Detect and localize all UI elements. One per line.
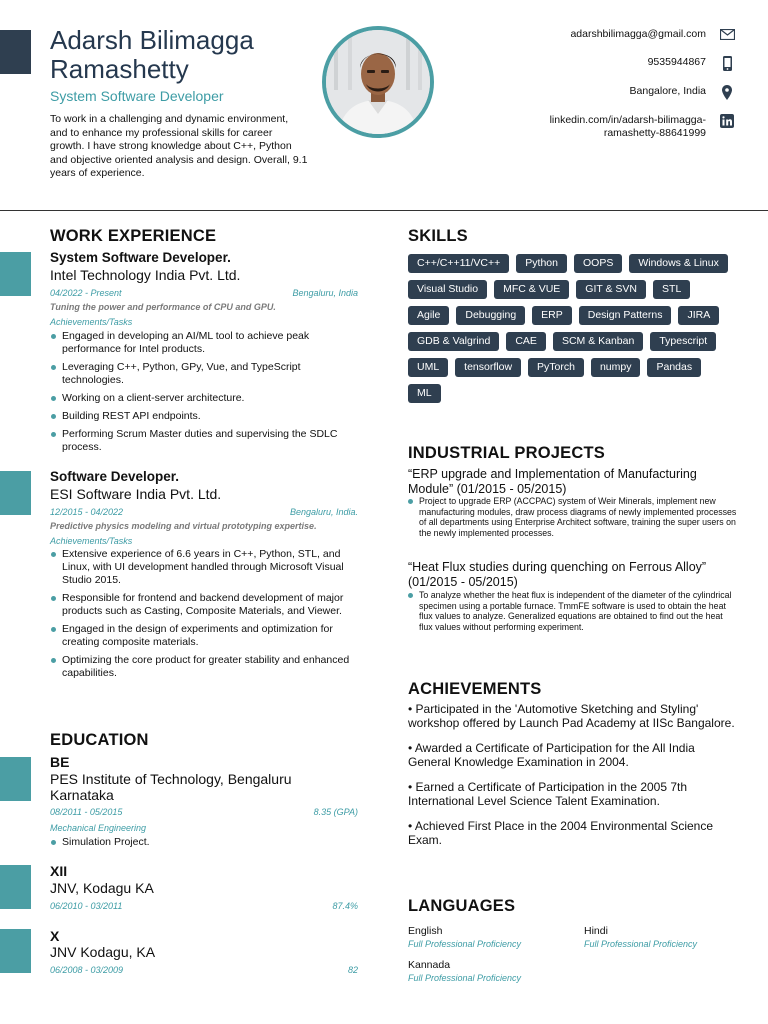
job-company: Intel Technology India Pvt. Ltd. <box>50 267 241 283</box>
list-item: Extensive experience of 6.6 years in C++, Python, STL, and Linux, with UI development handled through Microsoft Visual Studio 2015. <box>50 548 362 587</box>
list-item: Working on a client-server architecture. <box>50 392 362 405</box>
list-item: To analyze whether the heat flux is independent of the diameter of the cylindrical specimen using a portable furnace. TmmFE software is used to obtain the heat flux values to analyze. Generalized equations are obtained to find out the heat flux values without performing experiment. <box>408 590 738 632</box>
project-title: “Heat Flux studies during quenching on Ferrous Alloy” (01/2015 - 05/2015) <box>408 560 707 589</box>
list-item: • Achieved First Place in the 2004 Environmental Science Exam. <box>408 819 714 847</box>
job-description: Tuning the power and performance of CPU and GPU. <box>50 302 276 312</box>
contact-phone[interactable]: 9535944867 <box>647 56 706 68</box>
achievements-list <box>408 703 738 859</box>
job-meta <box>50 507 358 517</box>
skill-tag: Pandas <box>647 358 701 377</box>
header-accent-bar <box>0 30 31 74</box>
list-item: • Earned a Certificate of Participation in the 2005 7th International Level Science Talent Examination. <box>408 780 688 808</box>
job-description: Predictive physics modeling and virtual prototyping expertise. <box>50 521 317 531</box>
list-item: Building REST API endpoints. <box>50 410 362 423</box>
list-item: Performing Scrum Master duties and supervising the SDLC process. <box>50 428 362 454</box>
candidate-name: Adarsh Bilimagga Ramashetty <box>50 25 254 84</box>
language-level: Full Professional Proficiency <box>408 939 522 949</box>
job-dates: 12/2015 - 04/2022 <box>50 507 124 517</box>
phone-icon <box>719 55 735 71</box>
education-accent-bar <box>0 757 31 801</box>
education-school: JNV, Kodagu KA <box>50 880 154 896</box>
skill-tag: PyTorch <box>528 358 584 377</box>
education-meta <box>50 807 358 817</box>
project-detail-list <box>408 496 738 538</box>
job-location: Bengaluru, India. <box>289 507 358 517</box>
education-school: PES Institute of Technology, Bengaluru Karnataka <box>50 771 292 803</box>
education-degree: XII <box>50 863 68 879</box>
skill-tag: OOPS <box>574 254 622 273</box>
education-score: 8.35 (GPA) <box>313 807 358 817</box>
list-item: Engaged in the design of experiments and optimization for creating composite materials. <box>50 623 362 649</box>
language-name: Hindi <box>584 925 608 937</box>
candidate-title: System Software Developer <box>50 88 224 104</box>
job-accent-bar <box>0 252 31 296</box>
language-item <box>408 959 568 983</box>
education-score: 87.4% <box>332 901 358 911</box>
skill-tag: UML <box>408 358 448 377</box>
skill-tag: Windows & Linux <box>629 254 728 273</box>
job-tasks-list <box>50 330 362 459</box>
skill-tag: Visual Studio <box>408 280 487 299</box>
list-item: • Awarded a Certificate of Participation for the All India General Knowledge Examination in 2004. <box>408 741 695 769</box>
list-item: Optimizing the core product for greater stability and enhanced capabilities. <box>50 654 362 680</box>
skill-tag: GDB & Valgrind <box>408 332 499 351</box>
skill-tag: CAE <box>506 332 546 351</box>
skill-tag: MFC & VUE <box>494 280 569 299</box>
list-item: • Participated in the 'Automotive Sketching and Styling' workshop offered by Launch Pad Academy at IISc Bangalore. <box>408 702 735 730</box>
job-dates: 04/2022 - Present <box>50 288 122 298</box>
map-pin-icon <box>719 84 735 100</box>
job-meta <box>50 288 358 298</box>
education-accent-bar <box>0 929 31 973</box>
list-item: Leveraging C++, Python, GPy, Vue, and TypeScript technologies. <box>50 361 362 387</box>
envelope-icon <box>719 26 735 42</box>
education-degree: BE <box>50 754 70 770</box>
work-section-title: WORK EXPERIENCE <box>50 227 217 245</box>
language-level: Full Professional Proficiency <box>408 973 522 983</box>
skill-tag: STL <box>653 280 690 299</box>
skill-tag: tensorflow <box>455 358 521 377</box>
skill-tag: JIRA <box>678 306 719 325</box>
education-section-title: EDUCATION <box>50 731 149 749</box>
project-title: “ERP upgrade and Implementation of Manufacturing Module” (01/2015 - 05/2015) <box>408 467 697 496</box>
achievements-section-title: ACHIEVEMENTS <box>408 680 542 698</box>
job-tasks-list <box>50 548 362 685</box>
education-meta <box>50 901 358 911</box>
languages-section-title: LANGUAGES <box>408 897 516 915</box>
skills-tag-list <box>408 254 738 403</box>
education-accent-bar <box>0 865 31 909</box>
language-name: Kannada <box>408 959 451 971</box>
tasks-label: Achievements/Tasks <box>50 536 133 546</box>
list-item: Project to upgrade ERP (ACCPAC) system of Weir Minerals, implement new manufacturing modules, draw process diagrams of newly implemented processes of all departments using Enterprise Architect software, training the super users on the newly implemented processes. <box>408 496 738 538</box>
skills-section-title: SKILLS <box>408 227 468 245</box>
skill-tag: SCM & Kanban <box>553 332 643 351</box>
skill-tag: GIT & SVN <box>576 280 646 299</box>
education-field: Mechanical Engineering <box>50 823 147 833</box>
skill-tag: Python <box>516 254 567 273</box>
header-divider <box>0 210 768 211</box>
skill-tag: Design Patterns <box>579 306 672 325</box>
job-location: Bengaluru, India <box>292 288 358 298</box>
project-detail-list <box>408 590 738 632</box>
contact-linkedin[interactable]: linkedin.com/in/adarsh-bilimagga-ramashetty-88641999 <box>549 114 706 139</box>
language-name: English <box>408 925 443 937</box>
linkedin-icon[interactable] <box>719 113 735 129</box>
education-dates: 06/2010 - 03/2011 <box>50 901 123 911</box>
profile-photo <box>322 26 434 138</box>
skill-tag: numpy <box>591 358 641 377</box>
language-item <box>408 925 568 949</box>
education-dates: 06/2008 - 03/2009 <box>50 965 124 975</box>
education-school: JNV Kodagu, KA <box>50 944 156 960</box>
list-item: Simulation Project. <box>50 836 362 849</box>
contact-email[interactable]: adarshbilimagga@gmail.com <box>570 28 706 40</box>
skill-tag: ML <box>408 384 441 403</box>
skill-tag: Agile <box>408 306 449 325</box>
education-score: 82 <box>347 965 358 975</box>
job-accent-bar <box>0 471 31 515</box>
job-company: ESI Software India Pvt. Ltd. <box>50 486 222 502</box>
skill-tag: Typescript <box>650 332 716 351</box>
list-item: Engaged in developing an AI/ML tool to achieve peak performance for Intel products. <box>50 330 362 356</box>
education-meta <box>50 965 358 975</box>
summary: To work in a challenging and dynamic environment, and to enhance my professional skills for career growth. I have strong knowledge about C++, Python and objective oriented analysis and design. Overall, 9.1 years of experience. <box>50 113 308 179</box>
contact-location: Bangalore, India <box>629 85 706 97</box>
list-item: Responsible for frontend and backend development of major products such as Casting, Composite Materials, and Viewer. <box>50 592 362 618</box>
projects-section-title: INDUSTRIAL PROJECTS <box>408 444 605 462</box>
job-role: Software Developer. <box>50 469 180 484</box>
tasks-label: Achievements/Tasks <box>50 317 133 327</box>
skill-tag: ERP <box>532 306 572 325</box>
skill-tag: Debugging <box>456 306 525 325</box>
education-dates: 08/2011 - 05/2015 <box>50 807 123 817</box>
education-degree: X <box>50 928 60 944</box>
skill-tag: C++/C++11/VC++ <box>408 254 509 273</box>
education-items-list <box>50 836 362 854</box>
job-role: System Software Developer. <box>50 250 231 265</box>
language-level: Full Professional Proficiency <box>584 939 698 949</box>
language-item <box>584 925 744 949</box>
